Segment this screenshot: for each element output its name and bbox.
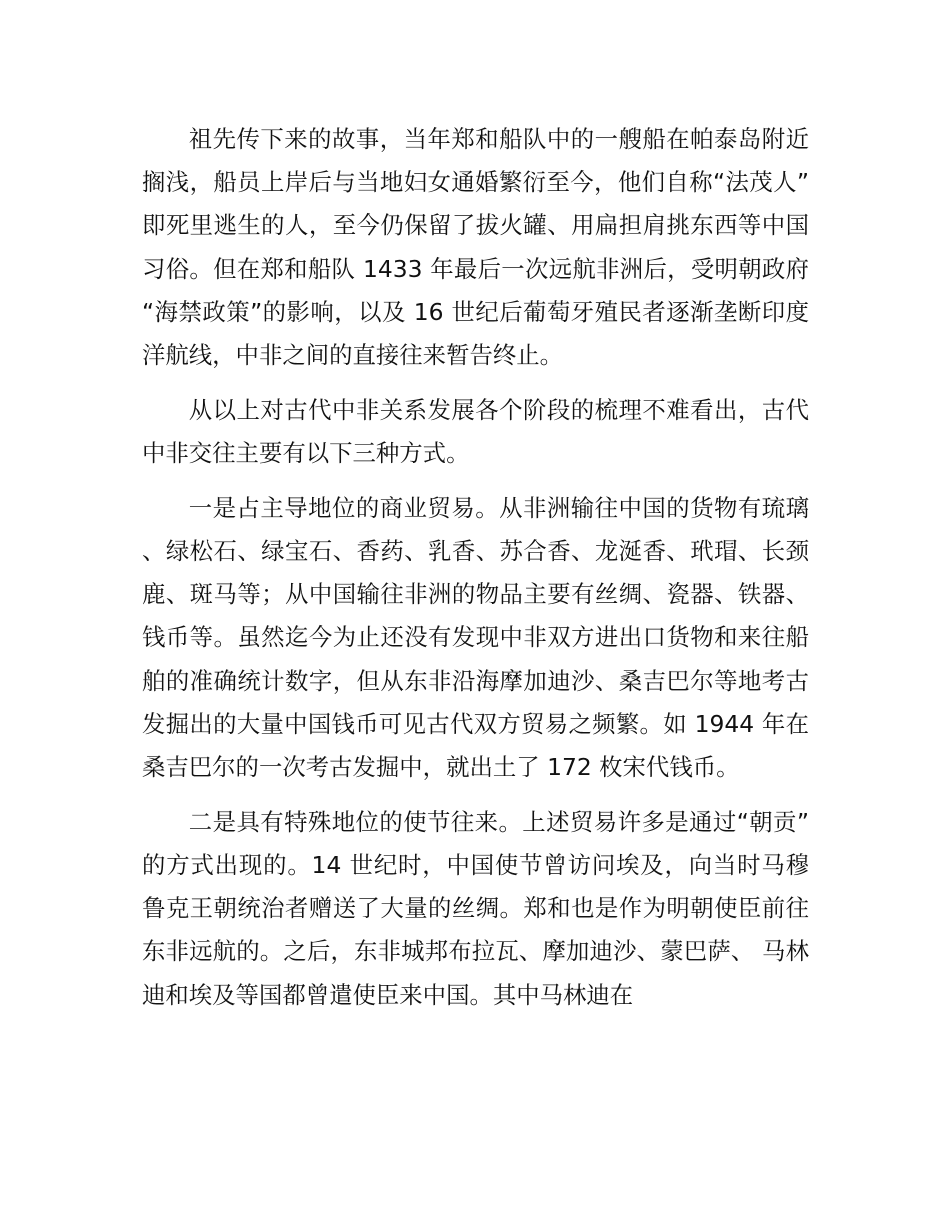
paragraph-4: 二是具有特殊地位的使节往来。上述贸易许多是通过“朝贡”的方式出现的。14 世纪时，中国使节曾访问埃及，向当时马穆鲁克王朝统治者赠送了大量的丝绸。郑和也是作为明朝使臣前往东非远航的。之后，东非城邦布拉瓦、摩加迪沙、蒙巴萨、 马林迪和埃及等国都曾遣使臣来中国。其中马林迪在 (142, 807, 809, 1009)
document-page (142, 118, 809, 1028)
paragraph-3: 一是占主导地位的商业贸易。从非洲输往中国的货物有琉璃、绿松石、绿宝石、香药、乳香、苏合香、龙涎香、玳瑁、长颈鹿、斑马等；从中国输往非洲的物品主要有丝绸、瓷器、铁器、钱币等。虽然迄今为止还没有发现中非双方进出口货物和来往船舶的准确统计数字，但从东非沿海摩加迪沙、桑吉巴尔等地考古发掘出的大量中国钱币可见古代双方贸易之频繁。如 1944 年在桑吉巴尔的一次考古发掘中，就出土了 172 枚宋代钱币。 (142, 493, 809, 782)
paragraph-2: 从以上对古代中非关系发展各个阶段的梳理不难看出，古代中非交往主要有以下三种方式。 (142, 395, 809, 468)
paragraph-1: 祖先传下来的故事，当年郑和船队中的一艘船在帕泰岛附近搁浅，船员上岸后与当地妇女通婚繁衍至今，他们自称“法茂人”即死里逃生的人，至今仍保留了拔火罐、用扁担肩挑东西等中国习俗。但在郑和船队 1433 年最后一次远航非洲后，受明朝政府“海禁政策”的影响，以及 16 世纪后葡萄牙殖民者逐渐垄断印度洋航线，中非之间的直接往来暂告终止。 (142, 125, 809, 370)
